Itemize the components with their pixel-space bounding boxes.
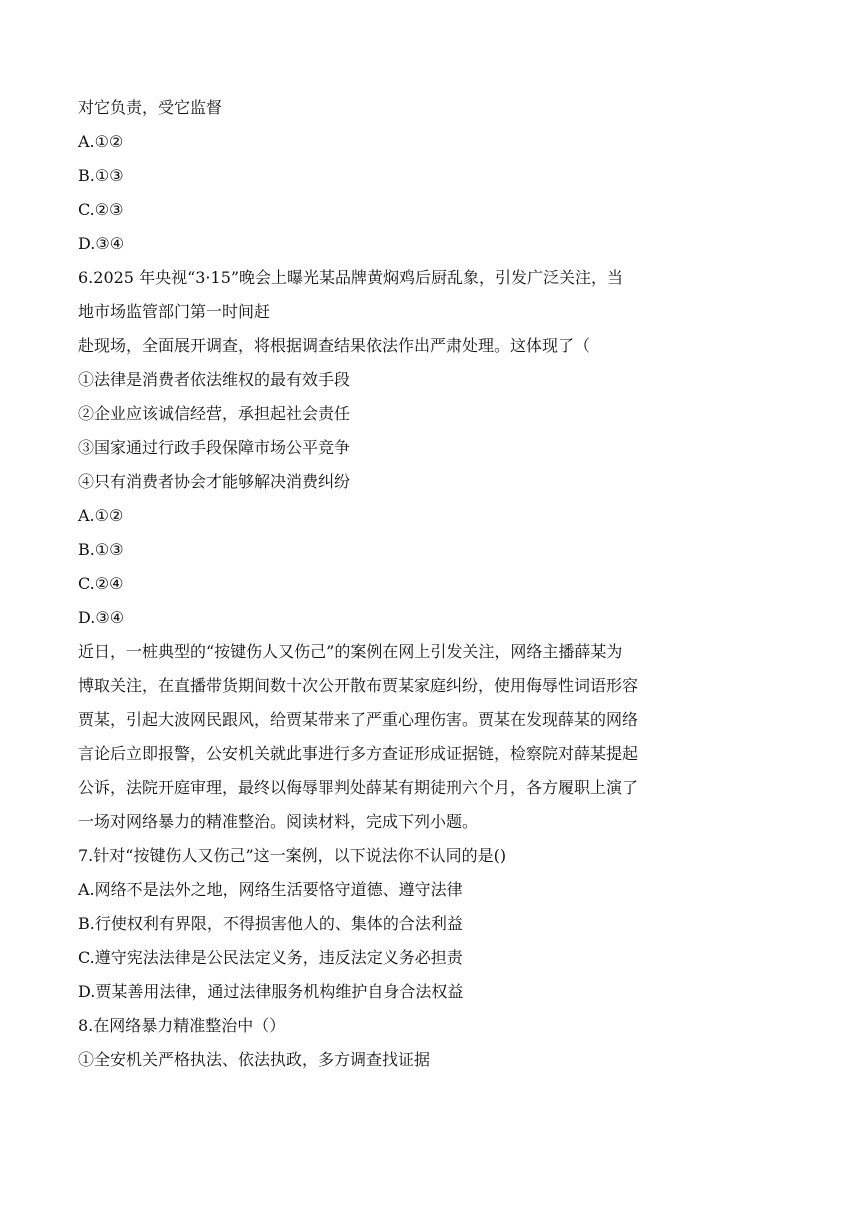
material-paragraph: 博取关注，在直播带货期间数十次公开散布贾某家庭纠纷，使用侮辱性词语形容: [78, 676, 639, 695]
statement-1: ①法律是消费者依法维权的最有效手段: [78, 370, 351, 389]
option-a: A.①②: [78, 132, 124, 151]
question-6-stem: 6.2025 年央视“3·15”晚会上曝光某品牌黄焖鸡后厨乱象，引发广泛关注，当: [78, 268, 624, 287]
question-6-stem-cont: 地市场监管部门第一时间赶: [78, 302, 271, 321]
option-c: C.②③: [78, 200, 124, 219]
material-paragraph: 言论后立即报警，公安机关就此事进行多方查证形成证据链，检察院对薛某提起: [78, 744, 639, 763]
question-7-stem: 7.针对“按键伤人又伤己”这一案例，以下说法你不认同的是(): [78, 846, 507, 865]
option-c: C.②④: [78, 574, 124, 593]
option-d: D.③④: [78, 234, 125, 253]
option-a: A.网络不是法外之地，网络生活要恪守道德、遵守法律: [78, 880, 463, 899]
option-b: B.①③: [78, 166, 124, 185]
statement-2: ②企业应该诚信经营，承担起社会责任: [78, 404, 351, 423]
text-line: 对它负责，受它监督: [78, 98, 223, 117]
material-paragraph: 贾某，引起大波网民跟风，给贾某带来了严重心理伤害。贾某在发现薛某的网络: [78, 710, 639, 729]
option-d: D.贾某善用法律，通过法律服务机构维护自身合法权益: [78, 982, 464, 1001]
option-d: D.③④: [78, 608, 125, 627]
statement-1: ①全安机关严格执法、依法执政，多方调查找证据: [78, 1050, 431, 1069]
statement-4: ④只有消费者协会才能够解决消费纠纷: [78, 472, 351, 491]
material-paragraph: 公诉，法院开庭审理，最终以侮辱罪判处薛某有期徒刑六个月，各方履职上演了: [78, 778, 639, 797]
material-paragraph: 近日，一桩典型的“按键伤人又伤己”的案例在网上引发关注，网络主播薛某为: [78, 642, 623, 661]
option-b: B.行使权利有界限，不得损害他人的、集体的合法利益: [78, 914, 463, 933]
option-a: A.①②: [78, 506, 124, 525]
document-page: [78, 98, 698, 1084]
statement-3: ③国家通过行政手段保障市场公平竞争: [78, 438, 351, 457]
question-8-stem: 8.在网络暴力精准整治中（）: [78, 1016, 286, 1035]
material-paragraph: 一场对网络暴力的精准整治。阅读材料，完成下列小题。: [78, 812, 479, 831]
question-6-stem-cont: 赴现场，全面展开调查，将根据调查结果依法作出严肃处理。这体现了（: [78, 336, 591, 355]
option-c: C.遵守宪法法律是公民法定义务，违反法定义务必担责: [78, 948, 463, 967]
option-b: B.①③: [78, 540, 124, 559]
